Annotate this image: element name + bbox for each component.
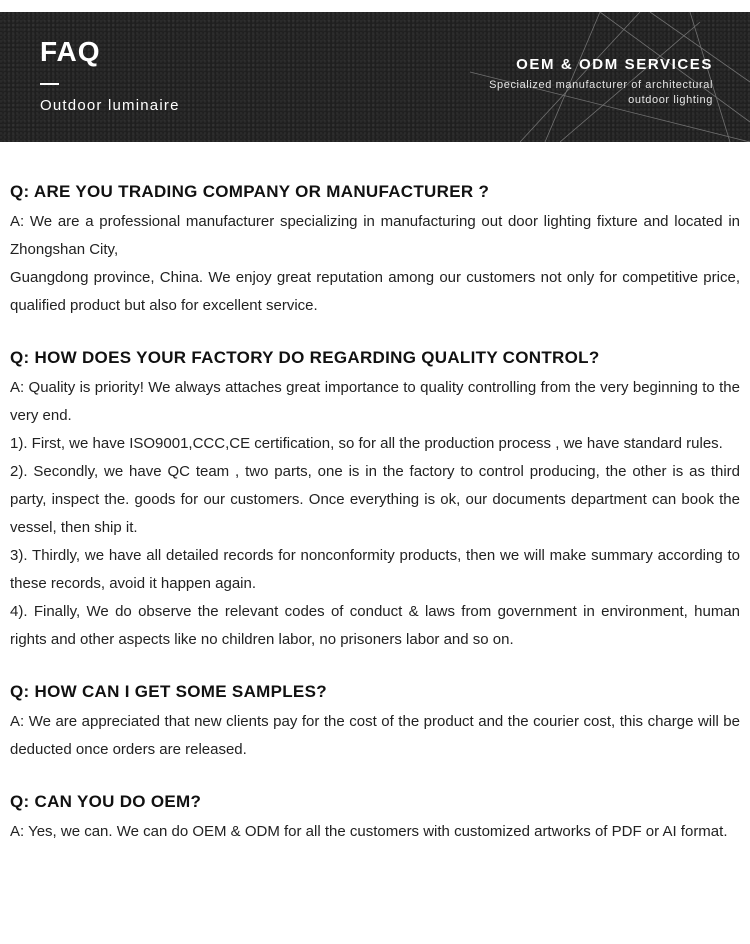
services-line-1: Specialized manufacturer of architectural <box>489 79 713 91</box>
faq-answer-paragraph: Guangdong province, China. We enjoy great reputation among our customers not only for competitive price, qualified product but also for excellent service. <box>10 269 740 314</box>
faq-answer-paragraph: A: We are appreciated that new clients pay for the cost of the product and the courier cost, this charge will be deducted once orders are released. <box>10 713 740 758</box>
faq-question: Q: HOW CAN I GET SOME SAMPLES? <box>10 682 327 701</box>
faq-item <box>10 678 740 764</box>
services-heading: OEM & ODM SERVICES <box>516 56 713 73</box>
faq-answer-paragraph: 4). Finally, We do observe the relevant codes of conduct & laws from government in environment, human rights and other aspects like no children labor, no prisoners labor and so on. <box>10 603 740 648</box>
faq-item <box>10 788 740 846</box>
faq-item <box>10 178 740 320</box>
faq-answer-paragraph: 3). Thirdly, we have all detailed records for nonconformity products, then we will make summary according to these records, avoid it happen again. <box>10 547 740 592</box>
page-subtitle: Outdoor luminaire <box>40 97 180 114</box>
faq-question: Q: CAN YOU DO OEM? <box>10 792 202 811</box>
decorative-lines <box>0 12 750 142</box>
header-banner <box>0 12 750 142</box>
faq-answer-paragraph: A: Quality is priority! We always attaches great importance to quality controlling from the very beginning to the very end. <box>10 379 740 424</box>
faq-answer-paragraph: A: We are a professional manufacturer specializing in manufacturing out door lighting fixture and located in Zhongshan City, <box>10 213 740 258</box>
faq-answer-paragraph: 1). First, we have ISO9001,CCC,CE certification, so for all the production process , we have standard rules. <box>10 435 723 452</box>
services-description <box>483 78 713 108</box>
faq-question: Q: HOW DOES YOUR FACTORY DO REGARDING QUALITY CONTROL? <box>10 348 600 367</box>
faq-answer-paragraph: A: Yes, we can. We can do OEM & ODM for all the customers with customized artworks of PDF or AI format. <box>10 823 728 840</box>
page-title: FAQ <box>40 36 101 67</box>
faq-list <box>10 178 740 870</box>
title-divider <box>40 83 59 85</box>
services-line-2: outdoor lighting <box>628 94 713 106</box>
faq-answer-paragraph: 2). Secondly, we have QC team , two parts, one is in the factory to control producing, the other is as third party, inspect the. goods for our customers. Once everything is ok, our documents department can book the vessel, then ship it. <box>10 463 740 536</box>
faq-item <box>10 344 740 654</box>
faq-question: Q: ARE YOU TRADING COMPANY OR MANUFACTURER ? <box>10 182 490 201</box>
